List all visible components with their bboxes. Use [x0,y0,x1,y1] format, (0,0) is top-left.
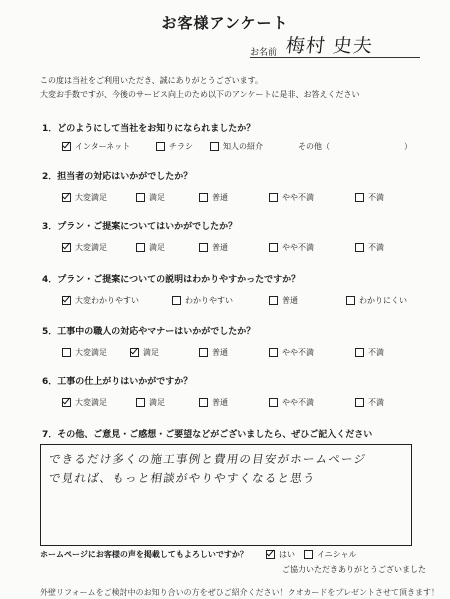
intro-line-2: 大変お手数ですが、今後のサービス向上のため以下のアンケートに是非、お答えください [40,90,360,99]
checkbox[interactable] [199,398,208,407]
q4-option-normal[interactable] [269,295,298,306]
q5-option-very-satisfied[interactable] [62,347,107,358]
q1-other-label[interactable]: その他（ [298,142,330,151]
checkbox[interactable] [62,348,71,357]
checkbox[interactable] [346,296,355,305]
checkbox-checked[interactable] [62,296,71,305]
q4-option-very-clear[interactable] [62,295,139,306]
q1-option-referral[interactable] [210,141,263,152]
q2-option-satisfied[interactable] [136,192,165,203]
q2-option-very-satisfied[interactable] [62,192,107,203]
option-label: やや不満 [282,348,314,357]
option-label: 満足 [149,398,165,407]
option-label: インターネット [75,142,131,151]
checkbox-checked[interactable] [62,243,71,252]
checkbox[interactable] [199,348,208,357]
checkbox[interactable] [172,296,181,305]
checkbox[interactable] [199,243,208,252]
option-label: わかりにくい [359,296,407,305]
question-7-label: 7．その他、ご意見・ご感想・ご要望などがございましたら、ぜひご記入ください [42,430,373,440]
name-underline [250,57,420,58]
option-label: わかりやすい [185,296,233,305]
option-label: やや不満 [282,193,314,202]
option-label: 知人の紹介 [223,142,263,151]
name-value: 梅村 史夫 [284,35,375,57]
comment-line-1: できるだけ多くの施工事例と費用の目安がホームページ [48,452,368,466]
q1-other-close: ） [404,142,412,151]
checkbox[interactable] [355,398,364,407]
q1-option-flyer[interactable] [156,141,193,152]
q5-option-dissatisfied[interactable] [355,347,384,358]
checkbox[interactable] [269,296,278,305]
question-6-label: 6．工事の仕上がりはいかがですか？ [42,377,193,387]
option-label: イニシャル [317,550,357,559]
q3-option-somewhat-dissatisfied[interactable] [269,242,314,253]
checkbox[interactable] [210,142,219,151]
option-label: 不満 [368,193,384,202]
option-label: 普通 [212,193,228,202]
question-3-label: 3．プラン・ご提案についてはいかがでしたか？ [42,222,238,232]
q5-option-satisfied[interactable] [130,347,159,358]
q6-option-satisfied[interactable] [136,397,165,408]
q2-option-somewhat-dissatisfied[interactable] [269,192,314,203]
checkbox[interactable] [355,243,364,252]
question-5-label: 5．工事中の職人の対応やマナーはいかがでしたか？ [42,327,256,337]
checkbox-checked[interactable] [62,142,71,151]
option-label: 不満 [368,243,384,252]
checkbox[interactable] [136,193,145,202]
q4-option-clear[interactable] [172,295,233,306]
q3-option-dissatisfied[interactable] [355,242,384,253]
checkbox[interactable] [269,398,278,407]
question-4-label: 4．プラン・ご提案についての説明はわかりやすかったですか？ [42,275,301,285]
publish-option-yes[interactable] [266,549,295,560]
checkbox[interactable] [269,243,278,252]
q6-option-dissatisfied[interactable] [355,397,384,408]
page-title: お客様アンケート [161,14,289,32]
footer-note: 外壁リフォームをご検討中のお知り合いの方をぜひご紹介ください！クオカードをプレゼントさせて頂きます！ [40,588,440,597]
q5-option-somewhat-dissatisfied[interactable] [269,347,314,358]
checkbox-checked[interactable] [62,193,71,202]
checkbox[interactable] [156,142,165,151]
q6-option-very-satisfied[interactable] [62,397,107,408]
option-label: 満足 [143,348,159,357]
option-label: 大変わかりやすい [75,296,139,305]
option-label: 大変満足 [75,193,107,202]
q1-option-internet[interactable] [62,141,130,152]
q6-option-normal[interactable] [199,397,228,408]
option-label: 大変満足 [75,398,107,407]
option-label: チラシ [169,142,193,151]
question-1-label: 1．どのようにして当社をお知りになられましたか？ [42,124,256,134]
checkbox[interactable] [269,193,278,202]
option-label: やや不満 [282,243,314,252]
q3-option-very-satisfied[interactable] [62,242,107,253]
option-label: 満足 [149,193,165,202]
checkbox[interactable] [269,348,278,357]
q5-option-normal[interactable] [199,347,228,358]
checkbox-checked[interactable] [130,348,139,357]
option-label: 普通 [282,296,298,305]
name-label: お名前 [250,48,278,58]
q3-option-normal[interactable] [199,242,228,253]
thanks-text: ご協力いただきありがとうございました [282,565,426,574]
option-label: 大変満足 [75,243,107,252]
checkbox-checked[interactable] [266,550,275,559]
q2-option-dissatisfied[interactable] [355,192,384,203]
checkbox[interactable] [304,550,313,559]
checkbox[interactable] [136,398,145,407]
option-label: 不満 [368,348,384,357]
publish-option-initials[interactable] [304,549,357,560]
checkbox-checked[interactable] [62,398,71,407]
option-label: 普通 [212,398,228,407]
intro-line-1: この度は当社をご利用いただき、誠にありがとうございます。 [40,76,264,85]
option-label: 満足 [149,243,165,252]
q2-option-normal[interactable] [199,192,228,203]
option-label: 不満 [368,398,384,407]
option-label: やや不満 [282,398,314,407]
q6-option-somewhat-dissatisfied[interactable] [269,397,314,408]
checkbox[interactable] [136,243,145,252]
q3-option-satisfied[interactable] [136,242,165,253]
comment-textarea[interactable] [40,444,412,546]
checkbox[interactable] [355,348,364,357]
option-label: 普通 [212,348,228,357]
checkbox[interactable] [355,193,364,202]
option-label: 大変満足 [75,348,107,357]
option-label: 普通 [212,243,228,252]
q4-option-unclear[interactable] [346,295,407,306]
checkbox[interactable] [199,193,208,202]
publish-question: ホームページにお客様の声を掲載してもよろしいですか？ [40,550,248,559]
comment-line-2: で見れば、もっと相談がやりやすくなると思う [48,471,317,485]
option-label: はい [279,550,295,559]
question-2-label: 2．担当者の対応はいかがでしたか？ [42,172,193,182]
